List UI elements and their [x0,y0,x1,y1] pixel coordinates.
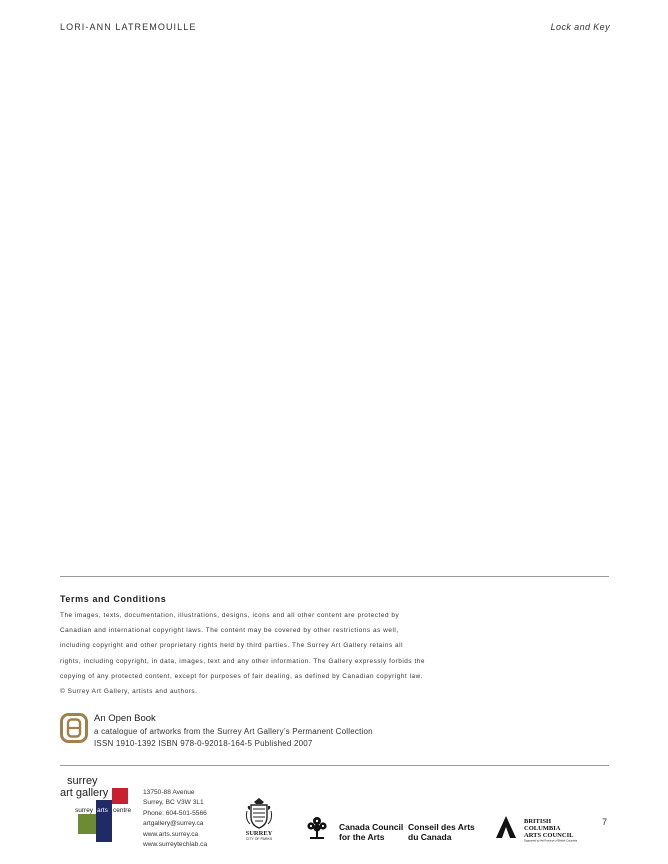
open-book-subtitle: a catalogue of artworks from the Surrey Art Gallery’s Permanent Collection [94,727,373,736]
logo-centre-text-c: centre [113,807,132,814]
crest-sub: CITY OF PARKS [245,837,273,841]
header-title: Lock and Key [550,22,610,32]
crest-name: SURREY [245,830,273,837]
bcac-line1: BRITISH [524,818,552,825]
terms-line: rights, including copyright, in data, images, text and any other information. The Gallery expressly forbids the [60,657,425,665]
logo-centre-text-b: arts [97,807,108,814]
address-line: Phone: 604-501-5566 [143,809,207,817]
bottom-divider [60,765,609,766]
logo-art-gallery-text: art gallery [60,787,109,799]
open-book-logo-icon [60,713,88,743]
bcac-line2: COLUMBIA [524,825,561,832]
cc-fr-line2: du Canada [408,832,452,842]
terms-line: copying of any protected content, except for purposes of fair dealing, as defined by Canadian copyright law. [60,672,423,680]
address-line[interactable]: www.arts.surrey.ca [143,830,199,838]
terms-line: The images, texts, documentation, illustrations, designs, icons and all other content are protected by [60,612,400,619]
bcac-line3: ARTS COUNCIL [524,832,574,839]
open-book-title: An Open Book [94,713,156,724]
bc-arts-council-logo [494,814,584,842]
open-book-isbn: ISSN 1910-1392 ISBN 978-0-92018-164-5 Published 2007 [94,739,313,748]
address-line[interactable]: artgallery@surrey.ca [143,820,204,828]
terms-line: Canadian and international copyright laws. The content may be covered by other restrictions as well, [60,627,399,635]
page-number: 7 [602,817,608,827]
cc-fr-line1: Conseil des Arts [408,822,475,832]
surrey-art-gallery-logo [60,770,140,842]
terms-heading: Terms and Conditions [60,594,167,604]
gallery-address [143,788,207,850]
top-divider [60,576,609,577]
address-line: 13750-88 Avenue [143,789,195,796]
header-author: LORI-ANN LATREMOUILLE [60,22,197,32]
logo-centre-text-a: surrey [75,807,94,814]
terms-line: © Surrey Art Gallery, artists and authors. [60,688,198,696]
canada-council-logo [306,814,478,842]
cc-en-line1: Canada Council [339,822,404,832]
tree-icon [307,817,326,839]
surrey-crest-icon [244,797,274,841]
terms-body [60,608,425,699]
address-line: Surrey, BC V3W 3L1 [143,799,204,807]
logo-surrey-text: surrey [67,775,98,787]
address-line[interactable]: www.surreytechlab.ca [143,841,208,849]
terms-line: including copyright and other proprietary rights held by third parties. The Surrey Art Gallery retains all [60,642,404,650]
cc-en-line2: for the Arts [339,832,385,842]
bcac-tagline: Supported by the Province of British Columbia [524,839,578,842]
